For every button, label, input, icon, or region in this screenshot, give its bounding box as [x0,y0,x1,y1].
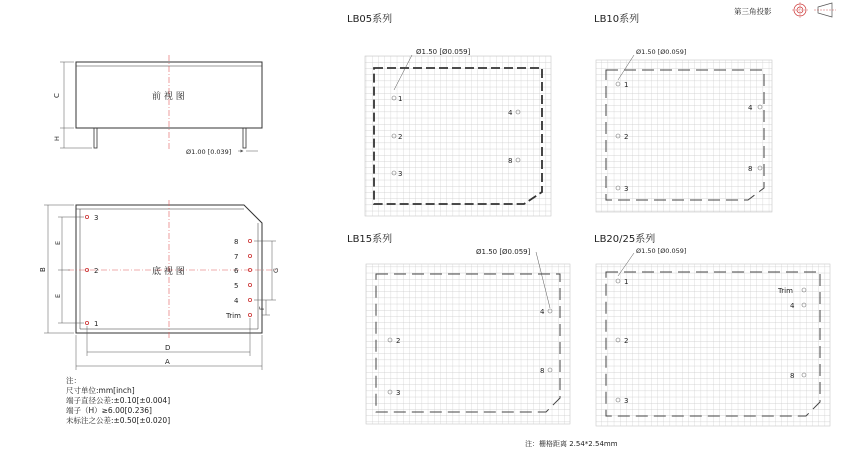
notes-title: 注： [66,376,81,385]
grid-lb15-title: LB15系列 [347,234,393,245]
bottom-pin-2-label: 2 [94,267,99,275]
grid-lb10-pin-3: 3 [624,185,629,193]
grid-lb15 [347,232,570,424]
bottom-pin-6-label: 6 [234,267,239,275]
grid-lb10-pin-1: 1 [624,81,629,89]
bottom-view-label: 底 视 图 [152,267,185,277]
dim-f-label: F [258,306,266,310]
front-pin-left [94,128,97,148]
grid-lb10-pin-4: 4 [748,104,753,112]
bottom-pin-4-label: 4 [234,297,239,305]
grid-lb15-pin-4: 4 [540,308,545,316]
note-line-2: 端子直径公差:±0.10[±0.004] [66,396,171,405]
grid-lb10-hole: Ø1.50 [Ø0.059] [636,48,687,56]
grid-lb05-pin-4: 4 [508,109,513,117]
front-pin-right [243,128,246,148]
grid-lb05-hole: Ø1.50 [Ø0.059] [416,48,471,56]
dim-a-label: A [165,358,170,366]
grid-lb20-25-title: LB20/25系列 [594,234,656,245]
bottom-pin-1-label: 1 [94,320,99,328]
grid-spacing-note: 注：栅格距离 2.54*2.54mm [525,440,618,448]
grid-lb10-title: LB10系列 [594,14,640,25]
dim-b-label: B [39,267,47,272]
front-view [53,55,262,156]
note-line-4: 未标注之公差:±0.50[±0.020] [66,416,171,425]
grid-lb20-25-pin-8: 8 [790,372,795,380]
grid-lb20-25-pin-1: 1 [624,278,629,286]
grid-lb20-25-pin-4: 4 [790,302,795,310]
dim-d-label: D [165,344,171,352]
projection-symbol-icon [792,2,836,18]
grid-lb15-pin-2: 2 [396,337,401,345]
grid-lb05-title: LB05系列 [347,14,393,25]
bottom-pin-trim-label: Trim [226,312,241,320]
front-view-label: 前 视 图 [152,92,185,102]
bottom-pin-8-label: 8 [234,238,239,246]
grid-lb20-25-hole: Ø1.50 [Ø0.059] [636,247,687,255]
grid-lb15-pin-8: 8 [540,367,545,375]
note-line-3: 端子（H）≥6.00[0.236] [66,406,152,415]
grid-lb05-pin-3: 3 [398,170,403,178]
grid-lb20-25-pin-3: 3 [624,397,629,405]
grid-lb10-pin-8: 8 [748,165,753,173]
dim-e1-label: E [54,240,62,245]
note-line-1: 尺寸单位:mm[inch] [66,386,135,395]
projection-label: 第三角投影 [734,7,772,16]
grid-lb10-pin-2: 2 [624,133,629,141]
grid-lb20-25-pin-trim: Trim [778,287,793,295]
grid-lb15-pin-3: 3 [396,389,401,397]
notes-block [66,376,170,426]
grid-lb05-pin-8: 8 [508,157,513,165]
grid-lb15-hole: Ø1.50 [Ø0.059] [476,248,531,256]
bottom-pin-5-label: 5 [234,282,239,290]
bottom-pin-3-label: 3 [94,214,99,222]
dim-c-label: C [53,93,61,98]
bottom-pin-7-label: 7 [234,253,239,261]
grid-lb10 [594,12,772,212]
grid-lb20-25 [594,232,830,426]
grid-lb05 [347,12,551,216]
dim-g-label: G [272,267,280,273]
grid-lb05-pin-1: 1 [398,95,403,103]
dim-h-label: H [53,136,61,141]
pin-dia-label: Ø1.00 [0.039] [186,148,232,156]
grid-lb05-pin-2: 2 [398,133,403,141]
grid-lb20-25-pin-2: 2 [624,337,629,345]
dim-e2-label: E [54,293,62,298]
bottom-view [39,200,280,370]
